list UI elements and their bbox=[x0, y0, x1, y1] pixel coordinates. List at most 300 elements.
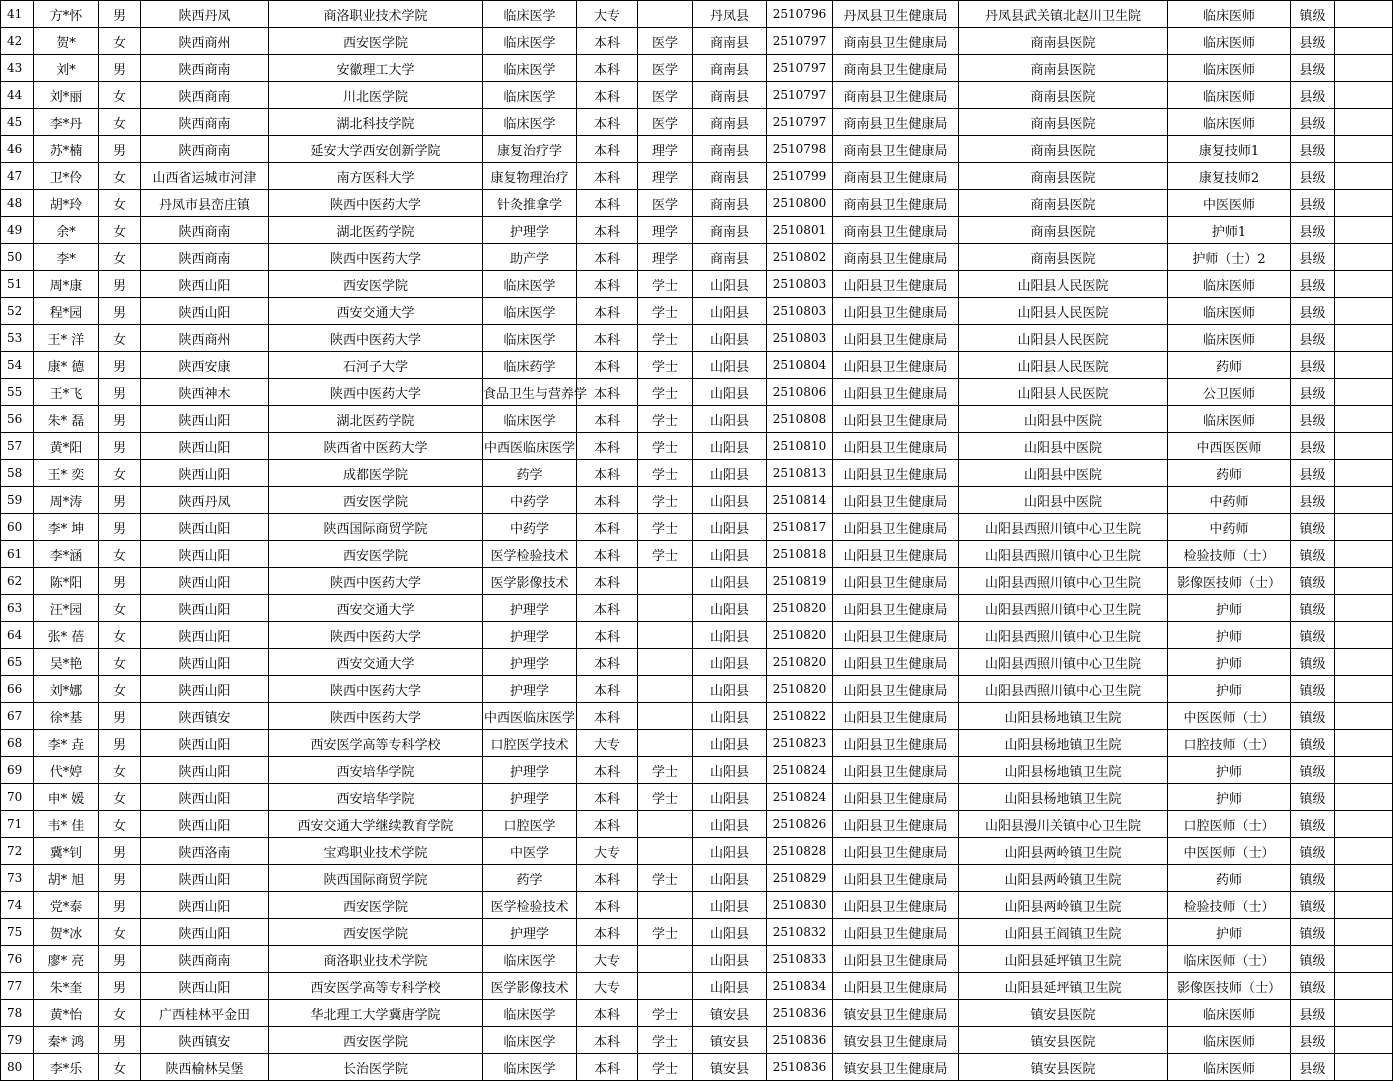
table-row bbox=[1, 703, 1393, 730]
table-row bbox=[1, 379, 1393, 406]
cell-unit: 山阳县延坪镇卫生院 bbox=[959, 946, 1168, 973]
cell-gender: 女 bbox=[99, 757, 141, 784]
cell-education: 本科 bbox=[577, 325, 638, 352]
cell-empty bbox=[1335, 1, 1393, 28]
cell-education: 本科 bbox=[577, 1027, 638, 1054]
cell-major: 护理学 bbox=[483, 622, 577, 649]
cell-empty bbox=[1335, 136, 1393, 163]
cell-gender: 女 bbox=[99, 109, 141, 136]
cell-origin: 陕西商南 bbox=[141, 109, 269, 136]
cell-major: 临床医学 bbox=[483, 298, 577, 325]
table-row bbox=[1, 271, 1393, 298]
cell-education: 大专 bbox=[577, 946, 638, 973]
cell-county: 山阳县 bbox=[693, 676, 767, 703]
cell-position: 临床医师 bbox=[1168, 109, 1291, 136]
cell-name: 李* bbox=[34, 244, 99, 271]
cell-department: 山阳县卫生健康局 bbox=[833, 892, 959, 919]
cell-name: 康* 德 bbox=[34, 352, 99, 379]
cell-major: 医学检验技术 bbox=[483, 541, 577, 568]
cell-education: 本科 bbox=[577, 676, 638, 703]
cell-origin: 陕西商南 bbox=[141, 946, 269, 973]
cell-origin: 陕西山阳 bbox=[141, 514, 269, 541]
cell-education: 本科 bbox=[577, 82, 638, 109]
cell-county: 商南县 bbox=[693, 136, 767, 163]
cell-major: 临床医学 bbox=[483, 1000, 577, 1027]
cell-no: 75 bbox=[1, 919, 34, 946]
cell-unit: 山阳县中医院 bbox=[959, 433, 1168, 460]
cell-gender: 男 bbox=[99, 838, 141, 865]
cell-origin: 丹凤市县峦庄镇 bbox=[141, 190, 269, 217]
cell-name: 冀*钊 bbox=[34, 838, 99, 865]
cell-post-code: 2510824 bbox=[767, 757, 833, 784]
cell-position: 护师 bbox=[1168, 676, 1291, 703]
cell-post-code: 2510818 bbox=[767, 541, 833, 568]
cell-department: 山阳县卫生健康局 bbox=[833, 406, 959, 433]
cell-position: 护师 bbox=[1168, 649, 1291, 676]
cell-name: 黄*阳 bbox=[34, 433, 99, 460]
cell-major: 护理学 bbox=[483, 757, 577, 784]
cell-position: 影像医技师（士） bbox=[1168, 568, 1291, 595]
cell-origin: 陕西山阳 bbox=[141, 568, 269, 595]
cell-level: 县级 bbox=[1291, 217, 1335, 244]
cell-department: 山阳县卫生健康局 bbox=[833, 487, 959, 514]
cell-no: 55 bbox=[1, 379, 34, 406]
cell-major: 临床药学 bbox=[483, 352, 577, 379]
cell-post-code: 2510797 bbox=[767, 82, 833, 109]
cell-county: 山阳县 bbox=[693, 595, 767, 622]
cell-origin: 陕西洛南 bbox=[141, 838, 269, 865]
cell-education: 本科 bbox=[577, 271, 638, 298]
cell-unit: 商南县医院 bbox=[959, 136, 1168, 163]
cell-major: 护理学 bbox=[483, 217, 577, 244]
cell-education: 本科 bbox=[577, 541, 638, 568]
table-row bbox=[1, 595, 1393, 622]
cell-county: 山阳县 bbox=[693, 433, 767, 460]
cell-department: 山阳县卫生健康局 bbox=[833, 811, 959, 838]
cell-level: 镇级 bbox=[1291, 811, 1335, 838]
cell-empty bbox=[1335, 28, 1393, 55]
cell-degree: 理学 bbox=[638, 163, 693, 190]
cell-department: 商南县卫生健康局 bbox=[833, 163, 959, 190]
table-row bbox=[1, 163, 1393, 190]
cell-major: 临床医学 bbox=[483, 1027, 577, 1054]
cell-position: 中药师 bbox=[1168, 514, 1291, 541]
table-row bbox=[1, 514, 1393, 541]
cell-no: 46 bbox=[1, 136, 34, 163]
cell-empty bbox=[1335, 55, 1393, 82]
cell-gender: 女 bbox=[99, 28, 141, 55]
cell-post-code: 2510797 bbox=[767, 109, 833, 136]
cell-gender: 男 bbox=[99, 514, 141, 541]
cell-name: 汪*园 bbox=[34, 595, 99, 622]
cell-empty bbox=[1335, 379, 1393, 406]
cell-name: 李*乐 bbox=[34, 1054, 99, 1081]
cell-post-code: 2510830 bbox=[767, 892, 833, 919]
cell-level: 镇级 bbox=[1291, 514, 1335, 541]
cell-major: 医学影像技术 bbox=[483, 568, 577, 595]
cell-no: 50 bbox=[1, 244, 34, 271]
cell-school: 西安交通大学 bbox=[269, 298, 483, 325]
cell-level: 县级 bbox=[1291, 271, 1335, 298]
cell-county: 商南县 bbox=[693, 217, 767, 244]
cell-county: 山阳县 bbox=[693, 892, 767, 919]
cell-empty bbox=[1335, 298, 1393, 325]
table-row bbox=[1, 892, 1393, 919]
cell-no: 66 bbox=[1, 676, 34, 703]
cell-school: 湖北医药学院 bbox=[269, 406, 483, 433]
cell-county: 商南县 bbox=[693, 244, 767, 271]
cell-unit: 山阳县漫川关镇中心卫生院 bbox=[959, 811, 1168, 838]
cell-major: 中西医临床医学 bbox=[483, 703, 577, 730]
cell-degree: 理学 bbox=[638, 217, 693, 244]
cell-no: 79 bbox=[1, 1027, 34, 1054]
cell-county: 山阳县 bbox=[693, 406, 767, 433]
cell-empty bbox=[1335, 406, 1393, 433]
cell-post-code: 2510803 bbox=[767, 298, 833, 325]
cell-county: 丹凤县 bbox=[693, 1, 767, 28]
cell-major: 护理学 bbox=[483, 919, 577, 946]
cell-gender: 女 bbox=[99, 217, 141, 244]
cell-unit: 商南县医院 bbox=[959, 82, 1168, 109]
cell-degree: 学士 bbox=[638, 298, 693, 325]
cell-origin: 陕西商南 bbox=[141, 244, 269, 271]
cell-unit: 山阳县人民医院 bbox=[959, 271, 1168, 298]
cell-level: 县级 bbox=[1291, 379, 1335, 406]
cell-level: 县级 bbox=[1291, 1027, 1335, 1054]
table-row bbox=[1, 568, 1393, 595]
table-row bbox=[1, 622, 1393, 649]
cell-county: 山阳县 bbox=[693, 379, 767, 406]
cell-degree bbox=[638, 838, 693, 865]
cell-name: 李* 垚 bbox=[34, 730, 99, 757]
table-row bbox=[1, 865, 1393, 892]
cell-no: 56 bbox=[1, 406, 34, 433]
cell-education: 本科 bbox=[577, 1000, 638, 1027]
cell-position: 康复技师1 bbox=[1168, 136, 1291, 163]
cell-school: 陕西国际商贸学院 bbox=[269, 865, 483, 892]
cell-name: 刘* bbox=[34, 55, 99, 82]
cell-department: 商南县卫生健康局 bbox=[833, 244, 959, 271]
cell-post-code: 2510797 bbox=[767, 55, 833, 82]
cell-no: 41 bbox=[1, 1, 34, 28]
cell-origin: 陕西山阳 bbox=[141, 649, 269, 676]
cell-major: 临床医学 bbox=[483, 406, 577, 433]
cell-degree bbox=[638, 703, 693, 730]
cell-position: 护师 bbox=[1168, 919, 1291, 946]
cell-unit: 商南县医院 bbox=[959, 109, 1168, 136]
cell-gender: 男 bbox=[99, 487, 141, 514]
cell-empty bbox=[1335, 460, 1393, 487]
cell-post-code: 2510803 bbox=[767, 271, 833, 298]
cell-school: 华北理工大学冀唐学院 bbox=[269, 1000, 483, 1027]
cell-level: 镇级 bbox=[1291, 622, 1335, 649]
cell-degree: 医学 bbox=[638, 55, 693, 82]
cell-education: 大专 bbox=[577, 730, 638, 757]
cell-education: 本科 bbox=[577, 136, 638, 163]
table-row bbox=[1, 55, 1393, 82]
cell-gender: 女 bbox=[99, 163, 141, 190]
cell-no: 69 bbox=[1, 757, 34, 784]
cell-county: 山阳县 bbox=[693, 325, 767, 352]
cell-county: 商南县 bbox=[693, 163, 767, 190]
cell-gender: 男 bbox=[99, 946, 141, 973]
cell-major: 助产学 bbox=[483, 244, 577, 271]
cell-level: 县级 bbox=[1291, 298, 1335, 325]
cell-origin: 陕西神木 bbox=[141, 379, 269, 406]
cell-school: 西安交通大学 bbox=[269, 595, 483, 622]
cell-origin: 陕西商南 bbox=[141, 55, 269, 82]
cell-empty bbox=[1335, 568, 1393, 595]
cell-school: 宝鸡职业技术学院 bbox=[269, 838, 483, 865]
cell-degree bbox=[638, 568, 693, 595]
cell-unit: 镇安县医院 bbox=[959, 1027, 1168, 1054]
cell-degree bbox=[638, 1, 693, 28]
cell-county: 商南县 bbox=[693, 109, 767, 136]
cell-county: 商南县 bbox=[693, 190, 767, 217]
cell-school: 陕西中医药大学 bbox=[269, 244, 483, 271]
cell-level: 县级 bbox=[1291, 28, 1335, 55]
cell-level: 镇级 bbox=[1291, 568, 1335, 595]
cell-major: 临床医学 bbox=[483, 55, 577, 82]
cell-name: 刘*娜 bbox=[34, 676, 99, 703]
cell-education: 本科 bbox=[577, 919, 638, 946]
cell-level: 县级 bbox=[1291, 136, 1335, 163]
cell-school: 陕西中医药大学 bbox=[269, 622, 483, 649]
cell-major: 口腔医学技术 bbox=[483, 730, 577, 757]
cell-county: 山阳县 bbox=[693, 487, 767, 514]
table-row bbox=[1, 109, 1393, 136]
cell-gender: 男 bbox=[99, 703, 141, 730]
cell-major: 临床医学 bbox=[483, 1054, 577, 1081]
cell-post-code: 2510824 bbox=[767, 784, 833, 811]
cell-level: 镇级 bbox=[1291, 649, 1335, 676]
table-row bbox=[1, 28, 1393, 55]
cell-department: 山阳县卫生健康局 bbox=[833, 541, 959, 568]
cell-name: 贺*冰 bbox=[34, 919, 99, 946]
cell-name: 王* 洋 bbox=[34, 325, 99, 352]
cell-no: 57 bbox=[1, 433, 34, 460]
cell-origin: 陕西山阳 bbox=[141, 757, 269, 784]
cell-no: 45 bbox=[1, 109, 34, 136]
cell-post-code: 2510836 bbox=[767, 1054, 833, 1081]
cell-major: 医学影像技术 bbox=[483, 973, 577, 1000]
cell-major: 临床医学 bbox=[483, 1, 577, 28]
cell-department: 镇安县卫生健康局 bbox=[833, 1054, 959, 1081]
cell-school: 陕西中医药大学 bbox=[269, 703, 483, 730]
cell-degree bbox=[638, 730, 693, 757]
cell-unit: 山阳县西照川镇中心卫生院 bbox=[959, 676, 1168, 703]
cell-level: 镇级 bbox=[1291, 757, 1335, 784]
cell-education: 本科 bbox=[577, 460, 638, 487]
cell-gender: 男 bbox=[99, 136, 141, 163]
cell-gender: 男 bbox=[99, 298, 141, 325]
cell-school: 长治医学院 bbox=[269, 1054, 483, 1081]
cell-degree: 理学 bbox=[638, 244, 693, 271]
cell-empty bbox=[1335, 703, 1393, 730]
cell-gender: 男 bbox=[99, 55, 141, 82]
cell-post-code: 2510817 bbox=[767, 514, 833, 541]
cell-education: 本科 bbox=[577, 622, 638, 649]
cell-origin: 陕西山阳 bbox=[141, 622, 269, 649]
cell-empty bbox=[1335, 595, 1393, 622]
cell-gender: 男 bbox=[99, 271, 141, 298]
cell-post-code: 2510796 bbox=[767, 1, 833, 28]
table-row bbox=[1, 649, 1393, 676]
cell-education: 本科 bbox=[577, 298, 638, 325]
cell-degree bbox=[638, 595, 693, 622]
cell-department: 商南县卫生健康局 bbox=[833, 217, 959, 244]
cell-origin: 陕西山阳 bbox=[141, 811, 269, 838]
cell-gender: 男 bbox=[99, 892, 141, 919]
table-row bbox=[1, 730, 1393, 757]
cell-no: 42 bbox=[1, 28, 34, 55]
cell-county: 镇安县 bbox=[693, 1027, 767, 1054]
cell-name: 代*婷 bbox=[34, 757, 99, 784]
cell-major: 中西医临床医学 bbox=[483, 433, 577, 460]
cell-gender: 女 bbox=[99, 784, 141, 811]
cell-county: 山阳县 bbox=[693, 838, 767, 865]
cell-level: 镇级 bbox=[1291, 541, 1335, 568]
cell-origin: 陕西山阳 bbox=[141, 433, 269, 460]
cell-empty bbox=[1335, 163, 1393, 190]
cell-unit: 山阳县两岭镇卫生院 bbox=[959, 838, 1168, 865]
cell-level: 镇级 bbox=[1291, 1, 1335, 28]
cell-unit: 山阳县两岭镇卫生院 bbox=[959, 892, 1168, 919]
cell-no: 44 bbox=[1, 82, 34, 109]
cell-education: 本科 bbox=[577, 595, 638, 622]
table-row bbox=[1, 1027, 1393, 1054]
cell-county: 山阳县 bbox=[693, 703, 767, 730]
cell-post-code: 2510832 bbox=[767, 919, 833, 946]
cell-unit: 山阳县中医院 bbox=[959, 487, 1168, 514]
cell-degree: 学士 bbox=[638, 784, 693, 811]
cell-department: 商南县卫生健康局 bbox=[833, 109, 959, 136]
cell-major: 药学 bbox=[483, 460, 577, 487]
cell-county: 山阳县 bbox=[693, 271, 767, 298]
cell-position: 中医医师（士） bbox=[1168, 703, 1291, 730]
cell-gender: 男 bbox=[99, 1027, 141, 1054]
table-row bbox=[1, 433, 1393, 460]
cell-school: 安徽理工大学 bbox=[269, 55, 483, 82]
cell-level: 镇级 bbox=[1291, 784, 1335, 811]
table-row bbox=[1, 676, 1393, 703]
cell-post-code: 2510833 bbox=[767, 946, 833, 973]
cell-post-code: 2510801 bbox=[767, 217, 833, 244]
cell-gender: 女 bbox=[99, 919, 141, 946]
cell-gender: 女 bbox=[99, 1054, 141, 1081]
cell-major: 康复物理治疗 bbox=[483, 163, 577, 190]
cell-origin: 陕西商南 bbox=[141, 82, 269, 109]
cell-unit: 山阳县人民医院 bbox=[959, 379, 1168, 406]
cell-gender: 男 bbox=[99, 568, 141, 595]
cell-no: 49 bbox=[1, 217, 34, 244]
cell-no: 61 bbox=[1, 541, 34, 568]
cell-no: 51 bbox=[1, 271, 34, 298]
cell-no: 53 bbox=[1, 325, 34, 352]
cell-department: 商南县卫生健康局 bbox=[833, 190, 959, 217]
cell-origin: 陕西安康 bbox=[141, 352, 269, 379]
cell-education: 大专 bbox=[577, 973, 638, 1000]
cell-origin: 陕西山阳 bbox=[141, 298, 269, 325]
table-row bbox=[1, 946, 1393, 973]
cell-department: 山阳县卫生健康局 bbox=[833, 271, 959, 298]
cell-department: 镇安县卫生健康局 bbox=[833, 1027, 959, 1054]
cell-empty bbox=[1335, 433, 1393, 460]
cell-origin: 山西省运城市河津 bbox=[141, 163, 269, 190]
cell-no: 78 bbox=[1, 1000, 34, 1027]
cell-position: 药师 bbox=[1168, 460, 1291, 487]
cell-major: 食品卫生与营养学 bbox=[483, 379, 577, 406]
cell-department: 山阳县卫生健康局 bbox=[833, 298, 959, 325]
cell-origin: 陕西山阳 bbox=[141, 676, 269, 703]
cell-school: 陕西省中医药大学 bbox=[269, 433, 483, 460]
cell-county: 山阳县 bbox=[693, 622, 767, 649]
cell-education: 本科 bbox=[577, 379, 638, 406]
cell-major: 康复治疗学 bbox=[483, 136, 577, 163]
cell-empty bbox=[1335, 676, 1393, 703]
cell-empty bbox=[1335, 946, 1393, 973]
cell-school: 陕西国际商贸学院 bbox=[269, 514, 483, 541]
cell-major: 针灸推拿学 bbox=[483, 190, 577, 217]
cell-empty bbox=[1335, 190, 1393, 217]
cell-department: 山阳县卫生健康局 bbox=[833, 325, 959, 352]
table-row bbox=[1, 244, 1393, 271]
cell-education: 本科 bbox=[577, 244, 638, 271]
cell-position: 临床医师 bbox=[1168, 298, 1291, 325]
cell-department: 山阳县卫生健康局 bbox=[833, 379, 959, 406]
cell-position: 临床医师 bbox=[1168, 325, 1291, 352]
cell-major: 临床医学 bbox=[483, 28, 577, 55]
cell-degree bbox=[638, 622, 693, 649]
cell-post-code: 2510800 bbox=[767, 190, 833, 217]
cell-position: 护师 bbox=[1168, 622, 1291, 649]
cell-position: 临床医师 bbox=[1168, 1, 1291, 28]
cell-name: 胡* 旭 bbox=[34, 865, 99, 892]
cell-name: 贺* bbox=[34, 28, 99, 55]
cell-no: 73 bbox=[1, 865, 34, 892]
cell-origin: 陕西山阳 bbox=[141, 919, 269, 946]
cell-major: 中药学 bbox=[483, 487, 577, 514]
cell-department: 镇安县卫生健康局 bbox=[833, 1000, 959, 1027]
table-row bbox=[1, 217, 1393, 244]
cell-gender: 女 bbox=[99, 622, 141, 649]
cell-name: 卫*伶 bbox=[34, 163, 99, 190]
cell-level: 镇级 bbox=[1291, 919, 1335, 946]
cell-education: 本科 bbox=[577, 109, 638, 136]
table-row bbox=[1, 136, 1393, 163]
cell-level: 镇级 bbox=[1291, 865, 1335, 892]
cell-department: 山阳县卫生健康局 bbox=[833, 460, 959, 487]
table-row bbox=[1, 325, 1393, 352]
cell-department: 山阳县卫生健康局 bbox=[833, 865, 959, 892]
cell-degree: 学士 bbox=[638, 1054, 693, 1081]
cell-origin: 陕西榆林吴堡 bbox=[141, 1054, 269, 1081]
table-row bbox=[1, 919, 1393, 946]
cell-gender: 男 bbox=[99, 730, 141, 757]
cell-post-code: 2510810 bbox=[767, 433, 833, 460]
cell-level: 镇级 bbox=[1291, 838, 1335, 865]
cell-major: 中药学 bbox=[483, 514, 577, 541]
cell-no: 47 bbox=[1, 163, 34, 190]
cell-school: 西安医学院 bbox=[269, 892, 483, 919]
cell-origin: 陕西山阳 bbox=[141, 730, 269, 757]
cell-education: 本科 bbox=[577, 649, 638, 676]
cell-school: 陕西中医药大学 bbox=[269, 676, 483, 703]
cell-major: 临床医学 bbox=[483, 82, 577, 109]
cell-gender: 女 bbox=[99, 244, 141, 271]
cell-degree bbox=[638, 892, 693, 919]
cell-gender: 男 bbox=[99, 865, 141, 892]
